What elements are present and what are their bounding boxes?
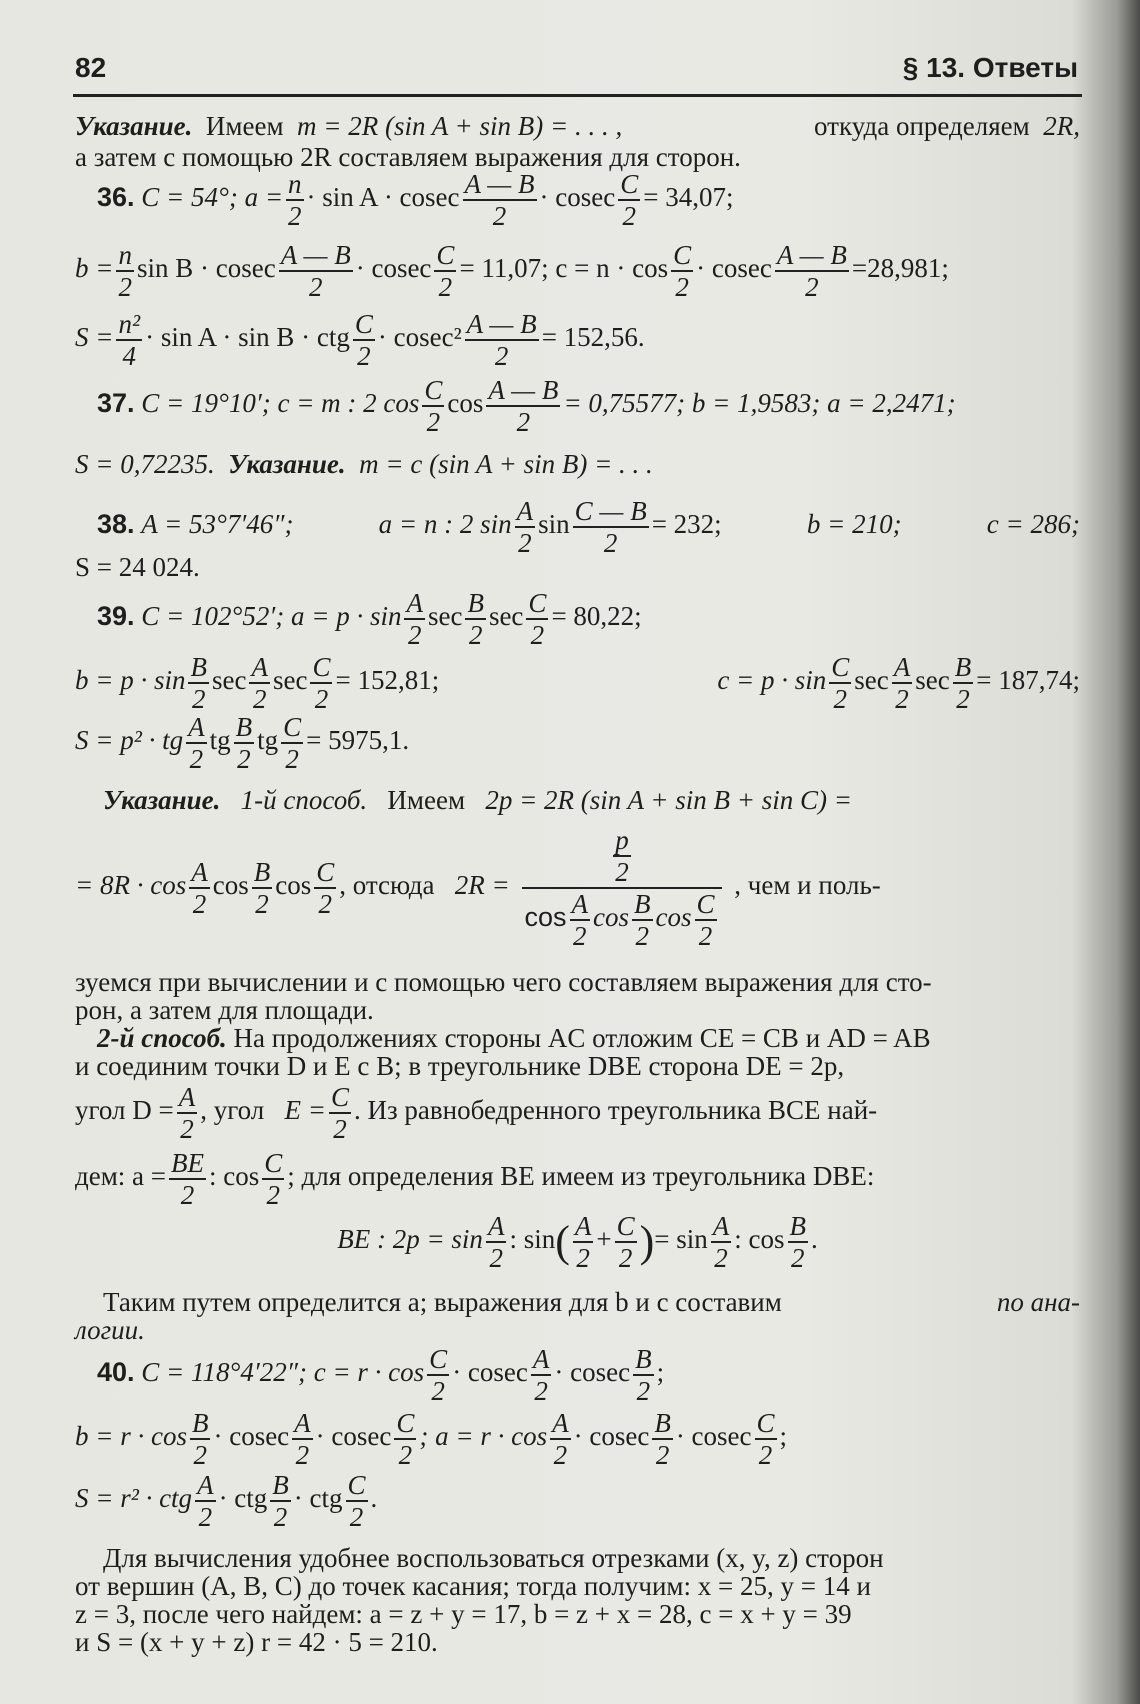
formula: =28,981; — [851, 253, 949, 283]
fraction — [486, 375, 560, 437]
fraction — [618, 169, 640, 231]
formula: = sin — [654, 1224, 708, 1254]
text: . Из равнобедренного треугольника BCE най- — [354, 1095, 878, 1125]
fraction — [515, 496, 536, 558]
text: Таким путем определится a; выражения для b и c составим — [103, 1287, 782, 1317]
text: Имеем — [387, 785, 466, 815]
formula: tg — [209, 725, 231, 755]
formula: = 11,07; c = n · cos — [459, 253, 669, 283]
fraction — [249, 652, 270, 714]
formula: S = r² · ctg — [75, 1483, 193, 1513]
fraction — [270, 1470, 291, 1532]
denominator: 2 — [252, 683, 267, 714]
way-label: 2-й способ. — [97, 1023, 227, 1053]
fraction — [434, 240, 456, 302]
formula: E = — [284, 1095, 326, 1125]
text: cos — [655, 902, 692, 932]
denominator: 2 — [622, 200, 636, 231]
numerator: C — [424, 374, 443, 405]
numerator: A — B — [280, 239, 351, 270]
numerator: C — B — [574, 495, 647, 526]
formula: · sin A · cosec — [306, 182, 460, 212]
denominator: 2 — [398, 1439, 413, 1470]
numerator: A — [893, 651, 911, 682]
hint-way-1-line-3: зуемся при вычислении и с помощью чего составляем выражения для сто- — [75, 967, 932, 997]
fraction — [465, 588, 486, 650]
denominator: 2 — [255, 888, 269, 919]
fraction — [829, 652, 851, 714]
formula: = 0,75577; b = 1,9583; a = 2,2471; — [563, 388, 956, 418]
formula: · cosec — [573, 1421, 650, 1451]
denominator: 2 — [468, 619, 483, 650]
numerator: C — [620, 168, 639, 199]
denominator: 2 — [576, 1242, 590, 1273]
fraction — [190, 1408, 211, 1470]
denominator: 2 — [285, 743, 299, 774]
denominator: 2 — [426, 406, 441, 437]
formula: b = 210; — [806, 509, 902, 539]
denominator: 2 — [714, 1242, 728, 1273]
header-rule — [73, 94, 1082, 97]
numerator: C — [831, 651, 850, 682]
paren-right: ) — [639, 1216, 655, 1266]
denominator: 2 — [118, 271, 132, 302]
formula: b = p · sin — [75, 665, 186, 695]
denominator: 2 — [266, 1179, 281, 1210]
formula: sec — [488, 601, 524, 631]
formula: = 152,81; — [335, 665, 440, 695]
formula: · cosec — [675, 1421, 752, 1451]
denominator: 2 — [530, 619, 545, 650]
formula: cos — [447, 388, 484, 418]
denominator: 2 — [615, 856, 629, 887]
text: ; для определения BE имеем из треугольника DBE: — [287, 1161, 875, 1191]
formula: = 232; — [651, 509, 722, 539]
page-number: 82 — [75, 52, 107, 83]
formula: = 8R · cos — [75, 870, 187, 900]
hint-way-1-line-2 — [75, 820, 1080, 950]
formula: . — [370, 1483, 378, 1513]
formula: S = p² · tg — [75, 725, 184, 755]
answer-37-line-1 — [75, 371, 1080, 435]
text: Имеем — [205, 111, 284, 141]
denominator: 2 — [349, 1501, 364, 1532]
formula: 2p = 2R (sin A + sin B + sin C) = — [485, 785, 852, 815]
answer-number: 40. — [97, 1357, 135, 1387]
fraction — [186, 712, 207, 774]
formula: ; — [779, 1421, 788, 1451]
formula: C = 54°; a = — [141, 182, 284, 212]
fraction — [188, 652, 209, 714]
numerator: B — [789, 1210, 807, 1241]
formula: m = c (sin A + sin B) = . . . — [359, 449, 653, 479]
formula: sec — [272, 665, 308, 695]
formula: 2R = — [454, 870, 510, 900]
formula: C = 118°4′22″; c = r · cos — [141, 1357, 425, 1387]
fraction — [353, 309, 375, 371]
numerator: B — [634, 888, 651, 919]
numerator: C — [347, 1469, 366, 1500]
hint-way-2-line-4 — [75, 1144, 1080, 1208]
hint-line-2: а затем с помощью 2R составляем выражения для сторон. — [75, 142, 741, 172]
fraction — [252, 857, 273, 919]
denominator: 2 — [494, 340, 509, 371]
formula: sec — [915, 665, 950, 695]
formula: = 5975,1. — [306, 725, 410, 755]
denominator: 2 — [534, 1375, 548, 1406]
denominator: 2 — [192, 888, 207, 919]
fraction — [573, 1211, 594, 1273]
numerator: A — [406, 587, 423, 618]
text: На продолжениях стороны AC отложим CE = CB и AD = AB — [233, 1023, 931, 1053]
answer-36-line-1 — [75, 165, 1080, 229]
conclusion-line-2: логии. — [75, 1315, 145, 1345]
hint-line-1 — [75, 110, 1080, 142]
text: Для вычисления удобнее воспользоваться отрезками (x, y, z) сторон — [103, 1543, 884, 1573]
final-line-3: z = 3, после чего найдем: a = z + y = 17, b = z + x = 28, c = x + y = 39 — [75, 1599, 852, 1629]
hint-label: Указание. — [103, 785, 221, 815]
denominator: 2 — [273, 1501, 288, 1532]
fraction — [573, 496, 649, 558]
fraction — [671, 240, 693, 302]
denominator: 2 — [308, 271, 323, 302]
formula: = 80,22; — [551, 601, 642, 631]
answer-number: 36. — [97, 182, 135, 212]
numerator: B — [467, 587, 484, 618]
numerator: A — B — [488, 374, 559, 405]
numerator: C — [616, 1210, 635, 1241]
formula: = 34,07; — [643, 182, 734, 212]
numerator: C — [312, 651, 331, 682]
denominator: 2 — [489, 1242, 503, 1273]
denominator: 2 — [333, 1113, 347, 1144]
answer-37-line-2 — [75, 448, 1080, 480]
fraction — [652, 1408, 673, 1470]
formula: c = p · sin — [717, 665, 827, 695]
formula: C = 102°52′; a = p · sin — [141, 601, 402, 631]
denominator: 2 — [198, 1501, 213, 1532]
hint-label: Указание. — [75, 111, 193, 141]
denominator: 2 — [603, 527, 618, 558]
formula: cos — [275, 870, 312, 900]
numerator: C — [316, 856, 335, 887]
numerator: A — B — [776, 239, 847, 270]
answer-39-line-1 — [75, 584, 1080, 648]
formula: b = — [75, 253, 114, 283]
numerator: A — [251, 651, 268, 682]
fraction — [531, 1344, 552, 1406]
formula: A = 53°7′46″; — [141, 509, 294, 539]
denominator: 2 — [438, 271, 453, 302]
fraction — [279, 240, 353, 302]
denominator: 2 — [618, 1242, 633, 1273]
numerator: A — [712, 1210, 730, 1241]
formula: · cosec — [554, 1357, 631, 1387]
numerator: n — [288, 168, 302, 199]
final-line-2: от вершин (A, B, C) до точек касания; тогда получим: x = 25, y = 14 и — [75, 1571, 871, 1601]
text: , отсюда — [339, 870, 435, 900]
answer-36-line-2 — [75, 236, 1080, 300]
fraction — [953, 652, 974, 714]
numerator: C — [696, 888, 715, 919]
fraction — [633, 1344, 654, 1406]
numerator: A — [191, 856, 208, 887]
numerator: B — [235, 711, 253, 742]
denominator: 2 — [895, 683, 909, 714]
fraction — [177, 1082, 198, 1144]
formula: угол D = — [75, 1095, 174, 1125]
numerator: B — [272, 1469, 289, 1500]
denominator: 2 — [189, 743, 204, 774]
numerator: A — [487, 1210, 505, 1241]
text: , чем и поль- — [734, 870, 881, 900]
numerator: A — [552, 1407, 569, 1438]
fraction — [570, 889, 591, 951]
denominator: 2 — [553, 1439, 568, 1470]
denominator: 2 — [675, 271, 689, 302]
numerator: A — [294, 1407, 311, 1438]
numerator: C — [264, 1147, 283, 1178]
numerator: A — B — [466, 308, 537, 339]
answer-40-line-3 — [75, 1466, 1080, 1530]
compound-fraction — [522, 825, 721, 951]
denominator — [522, 889, 721, 951]
fraction — [422, 375, 444, 437]
fraction — [346, 1470, 368, 1532]
final-line-4: и S = (x + y + z) r = 42 · 5 = 210. — [75, 1627, 438, 1657]
fraction — [615, 1211, 637, 1273]
numerator: A — [197, 1469, 214, 1500]
numerator: C — [331, 1081, 350, 1112]
denominator: 2 — [237, 743, 251, 774]
formula: b = r · cos — [75, 1421, 187, 1451]
formula: S = 0,72235. — [75, 449, 215, 479]
denominator: 2 — [431, 1375, 445, 1406]
fraction — [286, 169, 304, 231]
fraction — [463, 169, 537, 231]
fraction — [234, 712, 255, 774]
fraction — [632, 889, 653, 951]
denominator: 2 — [698, 920, 713, 951]
text: , угол — [200, 1095, 265, 1125]
paren-left: ( — [555, 1216, 570, 1266]
numerator: C — [436, 239, 455, 270]
denominator: 2 — [791, 1242, 805, 1273]
denominator: 2 — [492, 200, 507, 231]
fraction — [788, 1211, 809, 1273]
denominator: 2 — [516, 406, 531, 437]
formula: c = 286; — [986, 509, 1080, 539]
fraction — [262, 1148, 284, 1210]
text: cos — [524, 902, 567, 932]
denominator: 2 — [833, 683, 848, 714]
denominator: 2 — [193, 1439, 207, 1470]
formula: : sin — [509, 1224, 556, 1254]
answer-38-line-2: S = 24 024. — [75, 552, 200, 582]
denominator: 2 — [407, 619, 422, 650]
numerator: B — [954, 651, 972, 682]
numerator: A — [188, 711, 205, 742]
denominator: 2 — [573, 920, 587, 951]
formula: tg — [257, 725, 279, 755]
fraction — [526, 588, 548, 650]
formula: sec — [427, 601, 463, 631]
numerator: C — [673, 239, 692, 270]
denominator: 2 — [357, 340, 371, 371]
fraction — [550, 1408, 571, 1470]
answer-39-line-3 — [75, 708, 1080, 772]
formula: дем: a = — [75, 1161, 167, 1191]
formula: sin — [538, 509, 570, 539]
numerator: B — [253, 856, 271, 887]
fraction — [292, 1408, 313, 1470]
numerator: C — [528, 587, 547, 618]
numerator: B — [191, 1407, 209, 1438]
denominator: 2 — [314, 683, 329, 714]
denominator: 2 — [180, 1179, 195, 1210]
text: откуда определяем — [814, 111, 1030, 141]
formula: · ctg — [218, 1483, 268, 1513]
numerator: A — [516, 495, 534, 526]
answer-number: 38. — [97, 509, 135, 539]
numerator: C — [756, 1407, 775, 1438]
formula: sec — [211, 665, 247, 695]
formula: · cosec² — [377, 322, 462, 352]
fraction — [314, 857, 336, 919]
formula: = 152,56. — [541, 322, 645, 352]
numerator: A — [574, 1210, 592, 1241]
numerator: A — [571, 888, 589, 919]
answer-38-line-1 — [75, 492, 1080, 556]
formula: · cosec — [539, 182, 616, 212]
text: cos — [593, 902, 630, 932]
formula: · ctg — [293, 1483, 343, 1513]
formula: S = — [75, 322, 114, 352]
formula: · sin A · sin B · ctg — [145, 322, 350, 352]
denominator: 2 — [318, 888, 332, 919]
fraction — [486, 1211, 507, 1273]
formula: BE : 2p = sin — [337, 1224, 483, 1254]
formula: = 187,74; — [976, 665, 1080, 695]
fraction — [613, 825, 631, 887]
hint-way-2-line-2: и соединим точки D и E с B; в треугольнике DBE сторона DE = 2p, — [75, 1051, 845, 1081]
hint-way-2-line-3 — [75, 1078, 1080, 1142]
denominator: 2 — [635, 920, 650, 951]
denominator: 2 — [518, 527, 532, 558]
numerator: B — [654, 1407, 671, 1438]
hint-label: Указание. — [228, 449, 346, 479]
formula: + — [596, 1224, 612, 1254]
formula: · cosec — [213, 1421, 290, 1451]
fraction — [116, 240, 134, 302]
denominator: 2 — [191, 683, 206, 714]
fraction — [281, 712, 303, 774]
numerator: A — [178, 1081, 196, 1112]
fraction — [427, 1344, 449, 1406]
formula: cos — [212, 870, 249, 900]
text: по ана- — [996, 1287, 1080, 1317]
formula: · cosec — [315, 1421, 392, 1451]
formula: C = 19°10′; c = m : 2 cos — [141, 388, 420, 418]
numerator: p — [615, 824, 629, 855]
formula: : cos — [734, 1224, 785, 1254]
fraction — [755, 1408, 777, 1470]
denominator: 2 — [180, 1113, 194, 1144]
numerator: n — [118, 239, 132, 270]
fraction — [116, 309, 142, 371]
answer-36-line-3 — [75, 305, 1080, 369]
numerator: C — [354, 308, 373, 339]
numerator: BE — [171, 1147, 205, 1178]
fraction — [329, 1082, 351, 1144]
numerator: B — [635, 1343, 652, 1374]
section-title: § 13. Ответы — [902, 52, 1078, 83]
formula: a = n : 2 sin — [378, 509, 512, 539]
answer-40-line-2 — [75, 1404, 1080, 1468]
fraction — [195, 1470, 216, 1532]
numerator: C — [283, 711, 302, 742]
answer-number: 39. — [97, 601, 135, 631]
fraction — [189, 857, 210, 919]
fraction — [892, 652, 913, 714]
hint-way-1-line-1 — [75, 784, 1080, 816]
denominator: 2 — [295, 1439, 310, 1470]
formula: . — [811, 1224, 818, 1254]
numerator: C — [429, 1343, 448, 1374]
fraction — [711, 1211, 732, 1273]
formula: : cos — [209, 1161, 260, 1191]
denominator: 2 — [956, 683, 970, 714]
numerator: n² — [118, 308, 141, 339]
denominator: 2 — [288, 200, 302, 231]
fraction — [169, 1148, 206, 1210]
fraction — [310, 652, 332, 714]
fraction — [404, 588, 425, 650]
fraction — [775, 240, 849, 302]
fraction — [394, 1408, 416, 1470]
formula: sin B · cosec — [136, 253, 276, 283]
denominator: 2 — [805, 271, 819, 302]
answer-39-line-2 — [75, 648, 1080, 712]
way-label: 1-й способ. — [240, 785, 368, 815]
numerator: C — [396, 1407, 415, 1438]
formula: 2R, — [1043, 111, 1080, 141]
formula: sec — [854, 665, 889, 695]
answer-number: 37. — [97, 388, 135, 418]
denominator: 2 — [636, 1375, 651, 1406]
formula: ; — [656, 1357, 665, 1387]
hint-equation — [75, 1204, 1080, 1274]
formula: · cosec — [355, 253, 432, 283]
answer-40-line-1 — [75, 1340, 1080, 1404]
numerator: A — B — [464, 168, 535, 199]
denominator: 2 — [655, 1439, 670, 1470]
fraction — [465, 309, 539, 371]
hint-way-1-line-4: рон, а затем для площади. — [75, 995, 374, 1025]
fraction — [695, 889, 717, 951]
denominator: 4 — [122, 340, 137, 371]
formula: · cosec — [696, 253, 772, 283]
formula: · cosec — [452, 1357, 528, 1387]
numerator — [522, 825, 721, 889]
denominator: 2 — [758, 1439, 773, 1470]
formula: m = 2R (sin A + sin B) = . . . , — [297, 111, 623, 141]
formula: ; a = r · cos — [419, 1421, 548, 1451]
numerator: A — [532, 1343, 550, 1374]
numerator: B — [190, 651, 207, 682]
